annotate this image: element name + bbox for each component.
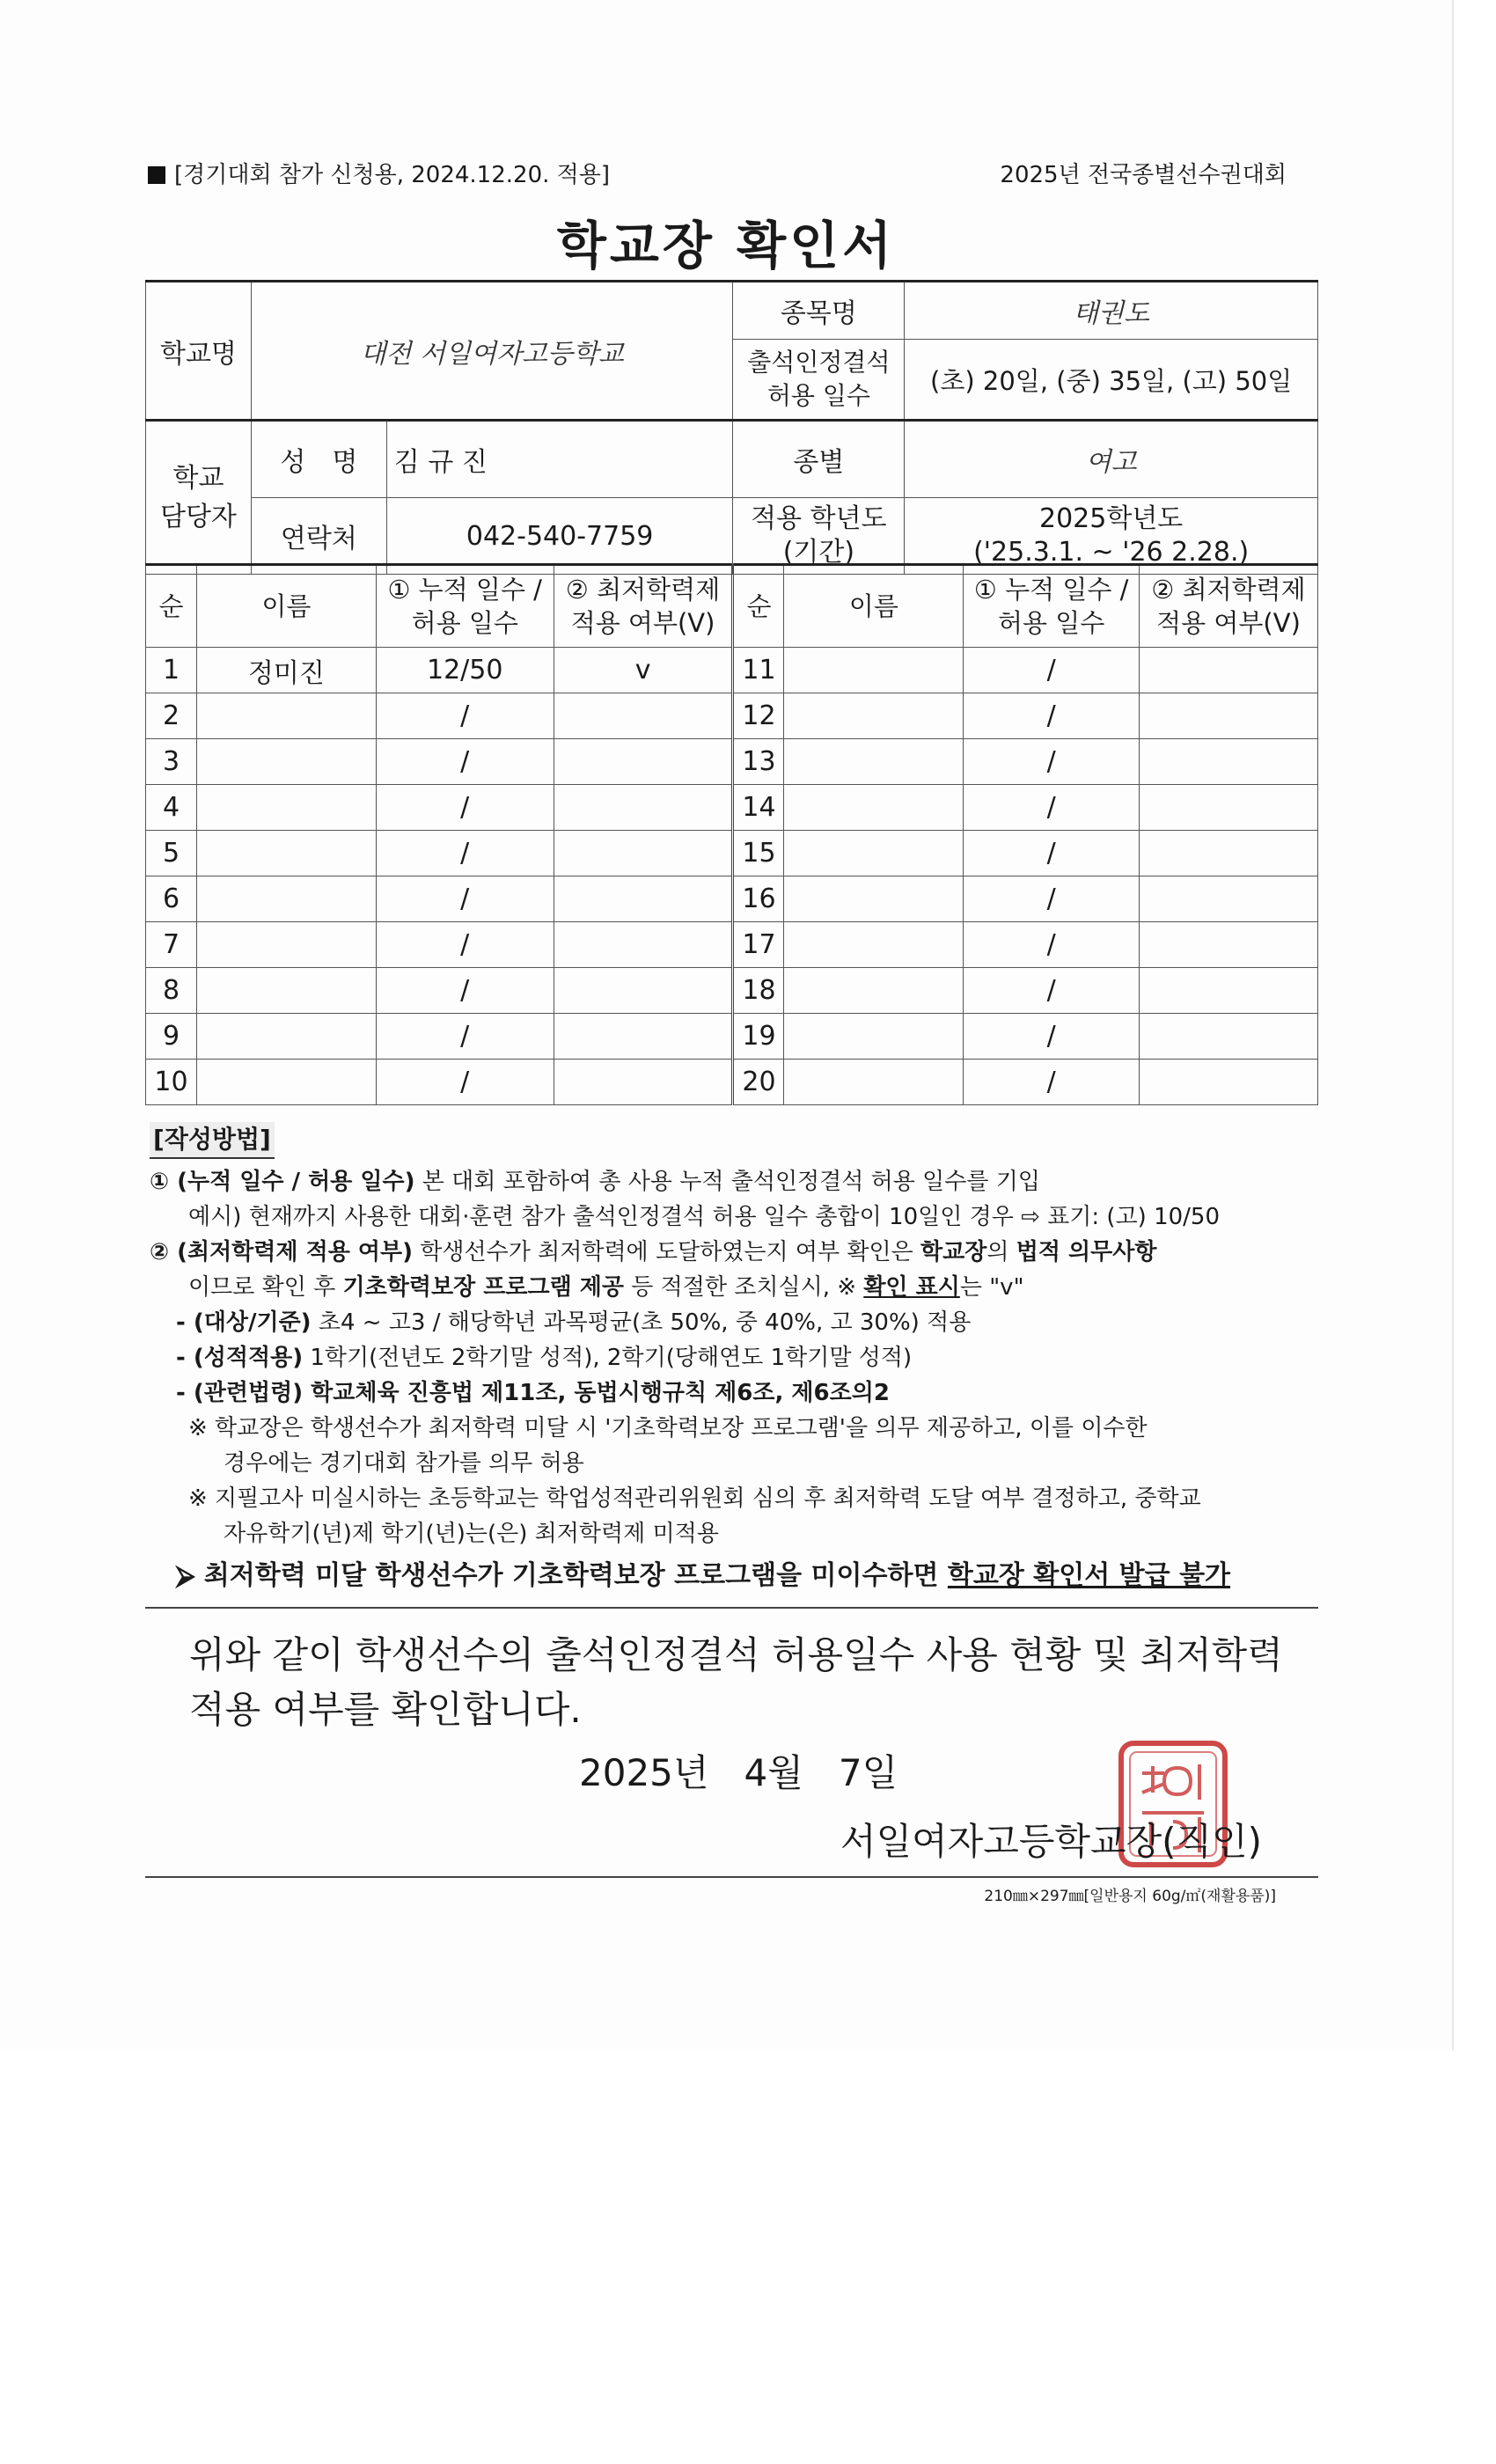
- student-name: [196, 876, 376, 922]
- square-bullet-icon: [148, 166, 165, 184]
- row-number: 15: [733, 831, 784, 876]
- min-academic-check: [1140, 831, 1318, 876]
- row-number: 12: [733, 693, 784, 739]
- instruction-grades: - (성적적용) 1학기(전년도 2학기말 성적), 2학기(당해연도 1학기말 성적): [176, 1345, 913, 1371]
- col-header-no: 순: [733, 565, 784, 648]
- instruction-law: - (관련법령) 학교체육 진흥법 제11조, 동법시행규칙 제6조, 제6조의2: [176, 1380, 890, 1406]
- issuance-notice: ⮚ 최저학력 미달 학생선수가 기초학력보장 프로그램을 미이수하면 학교장 확인서 발급 불가: [176, 1560, 1231, 1591]
- row-number: 4: [146, 785, 197, 831]
- min-academic-check: [554, 968, 733, 1014]
- min-academic-check: [554, 739, 733, 785]
- table-row: [146, 648, 1318, 693]
- arrow-box-icon: ⮚: [176, 1560, 204, 1591]
- instructions: [150, 1122, 1320, 1594]
- col-header-name: 이름: [784, 565, 964, 648]
- table-row: [146, 1014, 1318, 1060]
- instruction-item-2: ② (최저학력제 적용 여부) 학생선수가 최저학력에 도달하였는지 여부 확인은 학교장의 법적 의무사항: [150, 1239, 1157, 1265]
- min-academic-check: [1140, 968, 1318, 1014]
- contact-label: 연락처: [251, 498, 386, 575]
- roster-header-row: [146, 565, 1318, 648]
- used-days: /: [964, 785, 1140, 831]
- academic-year-label: 적용 학년도 (기간): [733, 498, 905, 575]
- table-row: [146, 831, 1318, 876]
- row-number: 9: [146, 1014, 197, 1060]
- instruction-note-1: ※ 학교장은 학생선수가 최저학력 미달 시 '기초학력보장 프로그램'을 의무 제공하고, 이를 이수한: [188, 1415, 1148, 1441]
- min-academic-check: [1140, 876, 1318, 922]
- min-academic-check: [1140, 739, 1318, 785]
- student-name: [196, 831, 376, 876]
- instruction-note-2-cont: 자유학기(년)제 학기(년)는(은) 최저학력제 미적용: [224, 1521, 719, 1547]
- row-number: 7: [146, 922, 197, 968]
- row-number: 14: [733, 785, 784, 831]
- row-number: 17: [733, 922, 784, 968]
- academic-year-value: 2025학년도 ('25.3.1. ~ '26 2.28.): [905, 498, 1318, 575]
- school-name-label: 학교명: [146, 282, 252, 421]
- student-name: [784, 876, 964, 922]
- min-academic-check: [554, 1014, 733, 1060]
- col-header-days: ① 누적 일수 / 허용 일수: [964, 565, 1140, 648]
- principal-signature: 서일여자고등학교장(직인): [840, 1820, 1263, 1863]
- form-version-note: [경기대회 참가 신청용, 2024.12.20. 적용]: [148, 157, 610, 189]
- used-days: /: [376, 922, 554, 968]
- instruction-note-2: ※ 지필고사 미실시하는 초등학교는 학업성적관리위원회 심의 후 최저학력 도달 여부 결정하고, 중학교: [188, 1485, 1201, 1512]
- student-name: [196, 693, 376, 739]
- min-academic-check: [554, 922, 733, 968]
- row-number: 8: [146, 968, 197, 1014]
- row-number: 3: [146, 739, 197, 785]
- table-row: [146, 876, 1318, 922]
- used-days: /: [964, 831, 1140, 876]
- event-value: 태권도: [905, 282, 1318, 340]
- row-number: 10: [146, 1060, 197, 1105]
- attendance-allowance-value: (초) 20일, (중) 35일, (고) 50일: [905, 340, 1318, 421]
- min-academic-check: [1140, 785, 1318, 831]
- student-name: [784, 1060, 964, 1105]
- student-name: [784, 648, 964, 693]
- used-days: /: [376, 831, 554, 876]
- used-days: /: [964, 922, 1140, 968]
- row-number: 19: [733, 1014, 784, 1060]
- table-row: [146, 968, 1318, 1014]
- row-number: 18: [733, 968, 784, 1014]
- document-title: 학교장 확인서: [556, 216, 896, 275]
- divider: [145, 1876, 1318, 1878]
- school-name-value: 대전 서일여자고등학교: [251, 282, 733, 421]
- issue-date: 2025년 4월 7일: [579, 1751, 898, 1794]
- used-days: /: [376, 693, 554, 739]
- table-row: [146, 693, 1318, 739]
- student-name: [784, 1014, 964, 1060]
- used-days: /: [376, 876, 554, 922]
- min-academic-check: [554, 693, 733, 739]
- student-name: [784, 785, 964, 831]
- student-name: [196, 1014, 376, 1060]
- student-name: [196, 968, 376, 1014]
- min-academic-check: [554, 831, 733, 876]
- student-name: [196, 739, 376, 785]
- manager-name-label: 성 명: [251, 421, 386, 498]
- paper-spec-note: 210㎜×297㎜[일반용지 60g/㎡(재활용품)]: [984, 1888, 1276, 1905]
- used-days: 12/50: [376, 648, 554, 693]
- row-number: 11: [733, 648, 784, 693]
- student-name: [784, 968, 964, 1014]
- used-days: /: [964, 876, 1140, 922]
- min-academic-check: [1140, 1014, 1318, 1060]
- row-number: 13: [733, 739, 784, 785]
- used-days: /: [376, 1014, 554, 1060]
- used-days: /: [964, 968, 1140, 1014]
- row-number: 6: [146, 876, 197, 922]
- table-row: [146, 922, 1318, 968]
- min-academic-check: [554, 1060, 733, 1105]
- row-number: 1: [146, 648, 197, 693]
- row-number: 16: [733, 876, 784, 922]
- col-header-check: ② 최저학력제 적용 여부(V): [554, 565, 733, 648]
- school-manager-label: 학교 담당자: [146, 421, 252, 575]
- instruction-example: 예시) 현재까지 사용한 대회·훈련 참가 출석인정결석 허용 일수 총합이 10일인 경우 ⇨ 표기: (고) 10/50: [188, 1204, 1221, 1230]
- contact-value: 042-540-7759: [386, 498, 733, 575]
- used-days: /: [964, 1014, 1140, 1060]
- row-number: 20: [733, 1060, 784, 1105]
- student-name: [784, 922, 964, 968]
- confirmation-statement: 위와 같이 학생선수의 출석인정결석 허용일수 사용 현황 및 최저학력 적용 여부를 확인합니다.: [189, 1633, 1283, 1731]
- instructions-heading: [작성방법]: [150, 1122, 275, 1159]
- min-academic-check: [554, 785, 733, 831]
- row-number: 5: [146, 831, 197, 876]
- student-roster-table: [145, 563, 1318, 1105]
- school-info-table: [145, 280, 1318, 575]
- col-header-no: 순: [146, 565, 197, 648]
- instruction-item-1: ① (누적 일수 / 허용 일수) 본 대회 포함하여 총 사용 누적 출석인정결석 허용 일수를 기입: [150, 1169, 1041, 1195]
- divider: [145, 1607, 1318, 1609]
- student-name: [784, 693, 964, 739]
- competition-name: 2025년 전국종별선수권대회: [1000, 162, 1287, 188]
- min-academic-check: [1140, 693, 1318, 739]
- instruction-note-1-cont: 경우에는 경기대회 참가를 의무 허용: [224, 1450, 584, 1477]
- student-name: [196, 922, 376, 968]
- table-row: [146, 739, 1318, 785]
- used-days: /: [376, 968, 554, 1014]
- col-header-check: ② 최저학력제 적용 여부(V): [1140, 565, 1318, 648]
- min-academic-check: [1140, 922, 1318, 968]
- instruction-item-2-cont: 이므로 확인 후 기초학력보장 프로그램 제공 등 적절한 조치실시, ※ 확인 표시는 "v": [188, 1274, 1024, 1301]
- attendance-allowance-label: 출석인정결석 허용 일수: [733, 340, 905, 421]
- used-days: /: [964, 739, 1140, 785]
- table-row: [146, 785, 1318, 831]
- instruction-target: - (대상/기준) 초4 ~ 고3 / 해당학년 과목평균(초 50%, 중 40%, 고 30%) 적용: [176, 1309, 972, 1336]
- table-row: [146, 1060, 1318, 1105]
- student-name: [784, 831, 964, 876]
- category-value: 여고: [905, 421, 1318, 498]
- used-days: /: [964, 648, 1140, 693]
- used-days: /: [964, 693, 1140, 739]
- min-academic-check: [554, 876, 733, 922]
- category-label: 종별: [733, 421, 905, 498]
- manager-name-value: 김 규 진: [386, 421, 733, 498]
- student-name: [784, 739, 964, 785]
- min-academic-check: v: [554, 648, 733, 693]
- col-header-days: ① 누적 일수 / 허용 일수: [376, 565, 554, 648]
- min-academic-check: [1140, 1060, 1318, 1105]
- student-name: [196, 785, 376, 831]
- col-header-name: 이름: [196, 565, 376, 648]
- student-name: 정미진: [196, 648, 376, 693]
- min-academic-check: [1140, 648, 1318, 693]
- used-days: /: [376, 739, 554, 785]
- row-number: 2: [146, 693, 197, 739]
- student-name: [196, 1060, 376, 1105]
- event-label: 종목명: [733, 282, 905, 340]
- used-days: /: [376, 1060, 554, 1105]
- used-days: /: [376, 785, 554, 831]
- used-days: /: [964, 1060, 1140, 1105]
